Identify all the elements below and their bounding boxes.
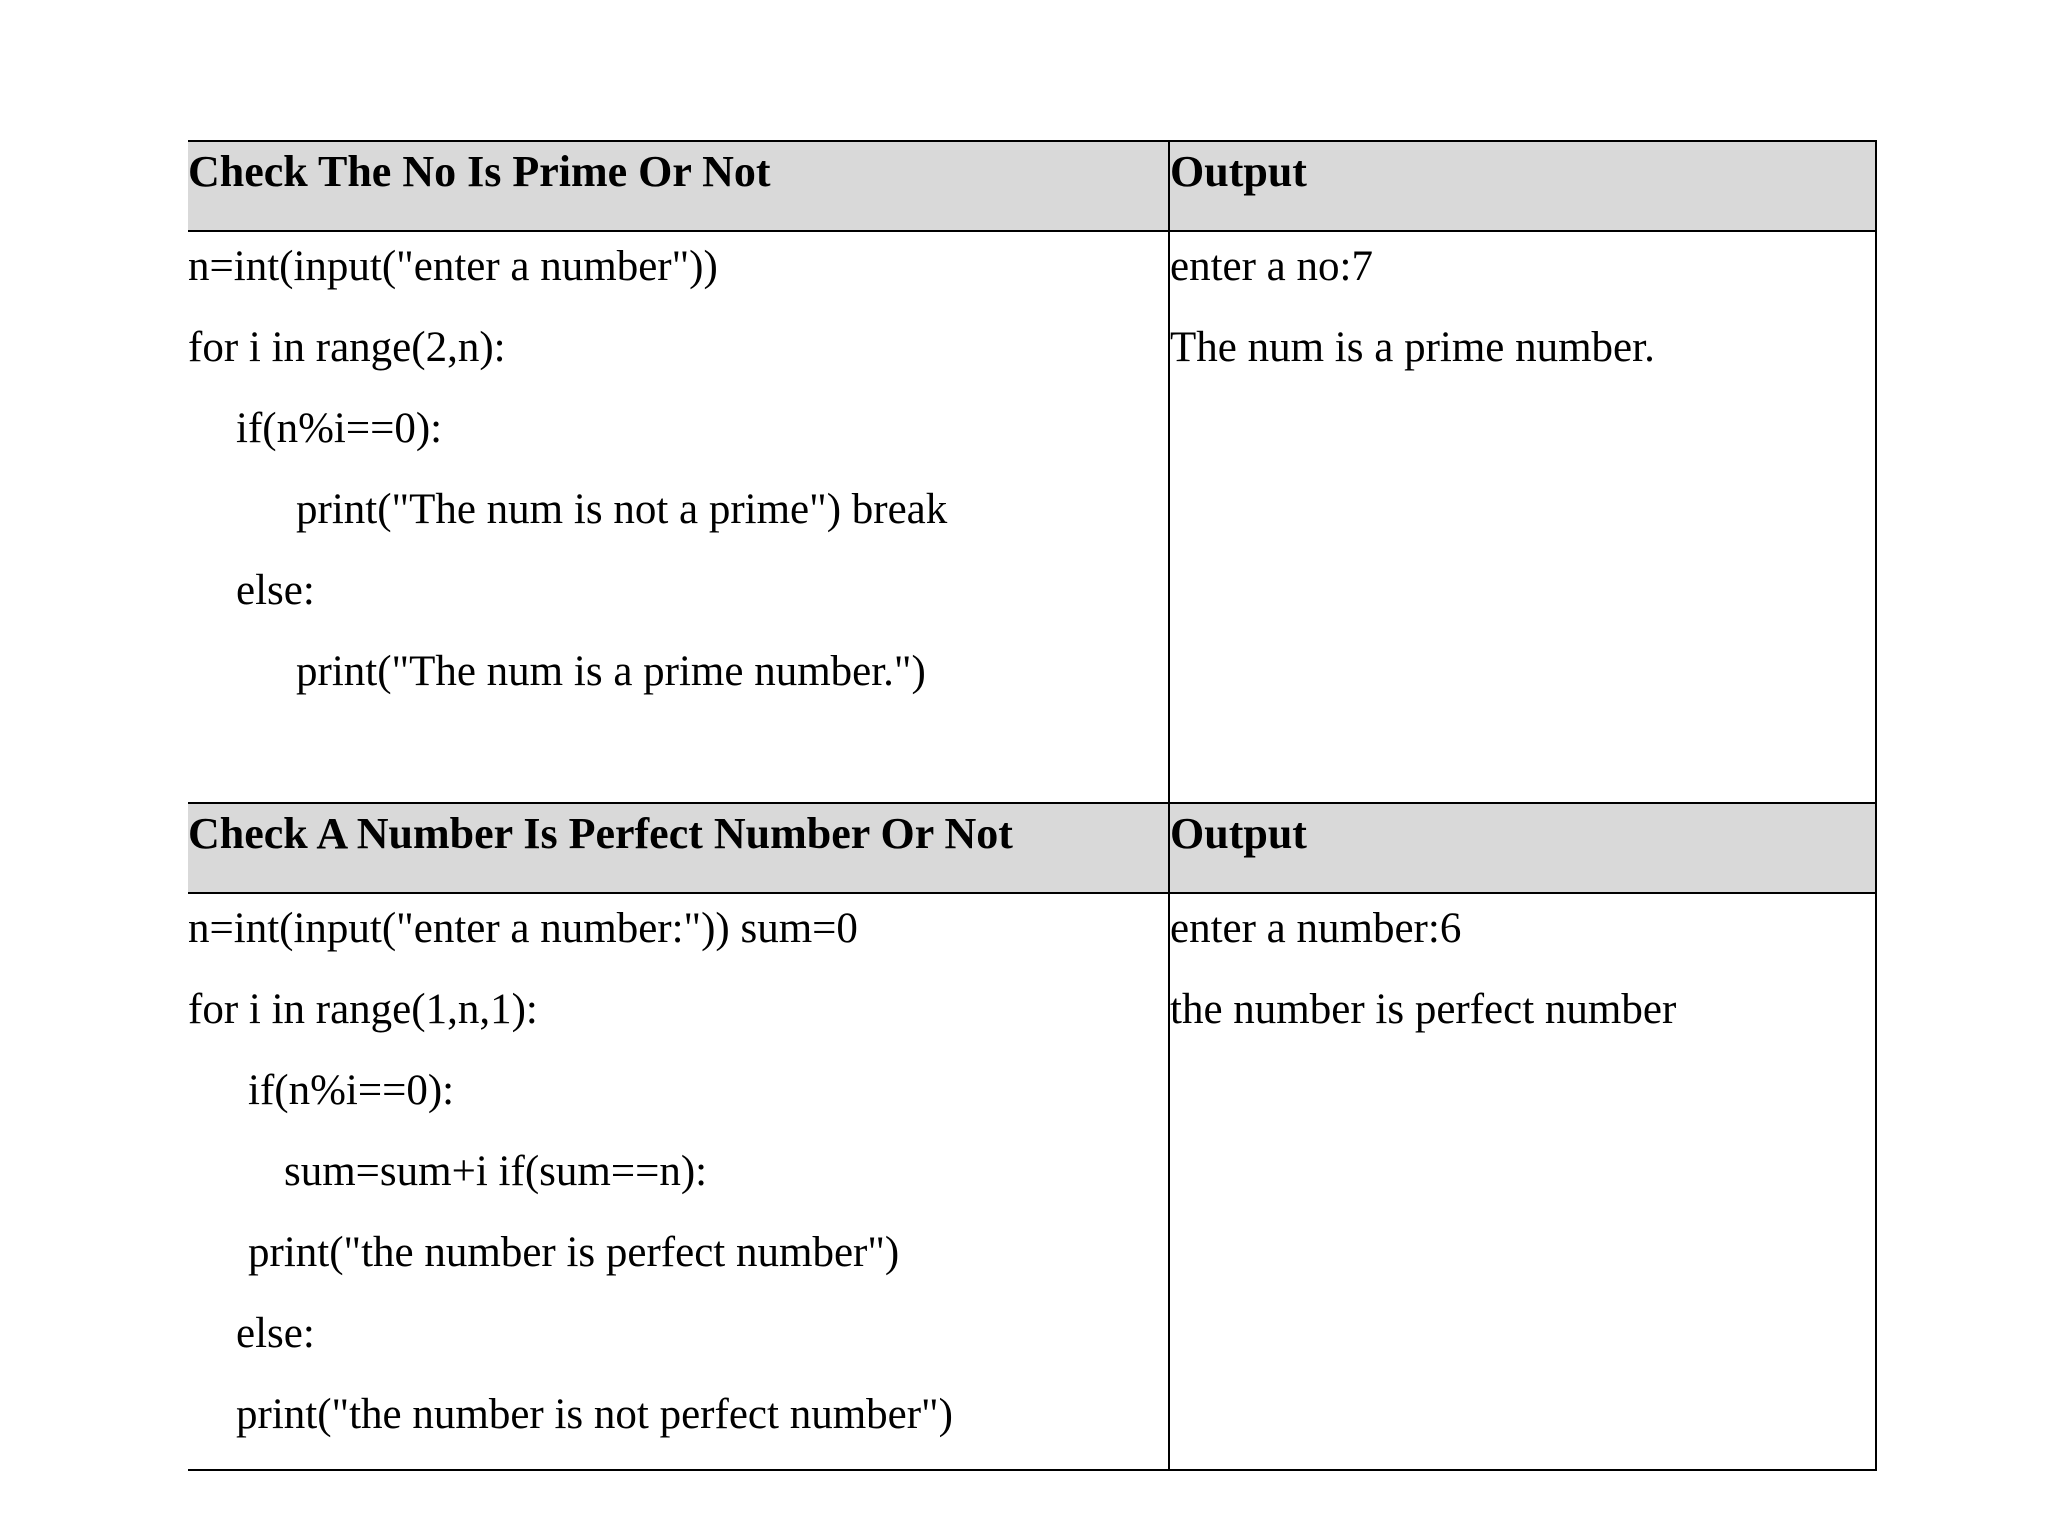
output-line: The num is a prime number. [1170,324,1655,371]
prime-output-title: Output [1169,141,1876,231]
perfect-header-row [188,803,1876,893]
prime-body-row [188,231,1876,803]
code-line: print("The num is a prime number.") [296,648,926,695]
code-line: n=int(input("enter a number")) [188,243,718,290]
code-line: print("The num is not a prime") break [296,486,948,533]
prime-code-cell [188,231,1169,803]
perfect-code-cell [188,893,1169,1470]
output-line: enter a number:6 [1170,905,1462,952]
output-line: the number is perfect number [1170,986,1677,1033]
perfect-body-row [188,893,1876,1470]
code-line: for i in range(1,n,1): [188,986,538,1033]
program-table [188,140,1877,1471]
code-line: if(n%i==0): [236,405,443,452]
prime-header-row [188,141,1876,231]
code-line: else: [236,1310,315,1357]
code-line: n=int(input("enter a number:")) sum=0 [188,905,858,952]
perfect-output-title: Output [1169,803,1876,893]
code-line: sum=sum+i if(sum==n): [284,1148,708,1195]
code-line: print("the number is perfect number") [248,1229,900,1276]
code-line: print("the number is not perfect number") [236,1391,953,1438]
code-line: if(n%i==0): [248,1067,455,1114]
perfect-output-cell [1169,893,1876,1470]
code-line: else: [236,567,315,614]
prime-section-title: Check The No Is Prime Or Not [188,141,1169,231]
perfect-section-title: Check A Number Is Perfect Number Or Not [188,803,1169,893]
code-line: for i in range(2,n): [188,324,506,371]
prime-output-cell [1169,231,1876,803]
output-line: enter a no:7 [1170,243,1373,290]
